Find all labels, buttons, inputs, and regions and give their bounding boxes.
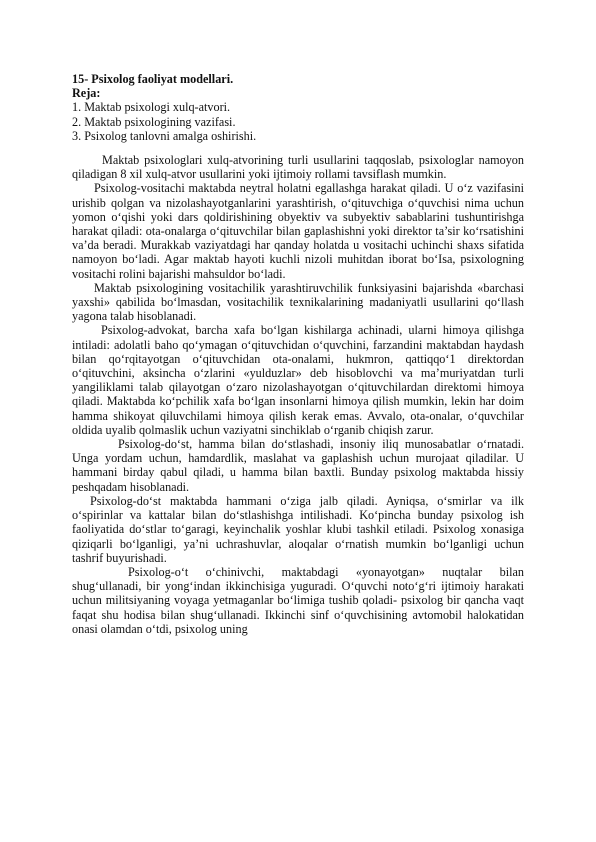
plan-list: [72, 100, 524, 143]
body-paragraph: Maktab psixologining vositachilik yarashtiruvchilik funksiyasini bajarishda «barchasi yaxshi» qabilida bo‘lmasdan, vositachilik texnikalarining madaniyatli usullarini qo‘llash yagona talab hisoblanadi.: [72, 280, 524, 324]
plan-item: 1. Maktab psixologi xulq-atvori.: [72, 100, 231, 115]
plan-item: 3. Psixolog tanlovni amalga oshirishi.: [72, 128, 257, 143]
body-paragraph: Maktab psixologlari xulq-atvorining turli usullarini taqqoslab, psixologlar namoyon qiladigan 8 xil xulq-atvor usullarini yoki ijtimoiy rollami tavsiflash mumkin.: [72, 153, 524, 182]
plan-label: Reja:: [72, 86, 101, 101]
body-paragraph: Psixolog-advokat, barcha xafa bo‘lgan kishilarga achinadi, ularni himoya qilishga intiladi: adolatli baho qo‘ymagan o‘qituvchidan o‘quvchini, farzandini maktabdan haydash bilan qo‘rqitayotgan o‘qituvchidan ota-onalami, hukmron, qattiqqo‘1 direktordan o‘qituvchini, aksincha o‘zlarini «yulduzlar» deb hisoblovchi va ma’muriyatdan turli yangiliklami talab qilayotgan o‘zaro nizolashayotgan o‘qituvchilardan direktomi himoya qiladi. Maktabda ko‘pchilik xafa bo‘lgan insonlarni himoya qilish mumkin, lekin har doim hamma shikoyat qiluvchilami himoya qilish kerak emas. Avvalo, ota-onalar, o‘quvchilar oldida uyalib qolmaslik uchun vaziyatni sinchiklab o‘rganib chiqish zarur.: [72, 323, 524, 437]
body-paragraph: Psixolog-o‘t o‘chinivchi, maktabdagi «yonayotgan» nuqtalar bilan shug‘ullanadi, bir yong‘indan ikkinchisiga yuguradi. O‘quvchi noto‘g‘ri ijtimoiy harakati uchun militsiyaning voyaga yetmaganlar bo‘limiga tushib qoladi- psixolog bir qancha vaqt faqat shu hodisa bilan shug‘ullanadi. Ikkinchi sinf o‘quvchisining avtomobil halokatidan onasi olamdan o‘tdi, psixolog uning: [72, 564, 524, 636]
document-title: 15- Psixolog faoliyat modellari.: [72, 72, 234, 86]
body-paragraph: Psixolog-do‘st, hamma bilan do‘stlashadi, insoniy iliq munosabatlar o‘rnatadi. Unga yordam uchun, hamdardlik, maslahat va gaplashish uchun murojaat qiladilar. U hammani birday qabul qiladi, u hamma bilan baxtli. Bunday psixolog maktabda hissiy peshqadam hisoblanadi.: [72, 437, 524, 494]
body-paragraph: Psixolog-vositachi maktabda neytral holatni egallashga harakat qiladi. U o‘z vazifasini urishib qolgan va nizolashayotganlarini yarashtirish, o‘qituvchiga o‘quvchisi nima uchun yomon o‘qishi yoki dars qoldirishining obyektiv va subyektiv sabablarini tushuntirishga harakat qiladi: ota-onalarga o‘qituvchilar bilan gaplashishni yoki direktor ta’sir ko‘rsatishini va’da beradi. Murakkab vaziyatdagi har qanday holatda u vositachi uchinchi shaxs sifatida namoyon bo‘ladi. Agar maktab hayoti kuchli nizoli muhitdan iborat bo‘Isa, psixologning vositachi rolini bajarishi mahsuldor bo‘ladi.: [72, 181, 524, 281]
plan-item: 2. Maktab psixologining vazifasi.: [72, 114, 236, 129]
body-paragraph: Psixolog-do‘st maktabda hammani o‘ziga jalb qiladi. Ayniqsa, o‘smirlar va ilk o‘spirinlar va kattalar bilan do‘stlashishga intilishadi. Ko‘pincha bunday psixolog ish faoliyatida do‘stlar to‘garagi, keyinchalik yoshlar klubi tashkil etiladi. Psixolog xonasiga qiziqarli bo‘lganligi, ya’ni uchrashuvlar, aloqalar o‘rnatish mumkin bo‘lganligi uchun tashrif buyurishadi.: [72, 493, 524, 565]
document-page: [72, 72, 524, 636]
